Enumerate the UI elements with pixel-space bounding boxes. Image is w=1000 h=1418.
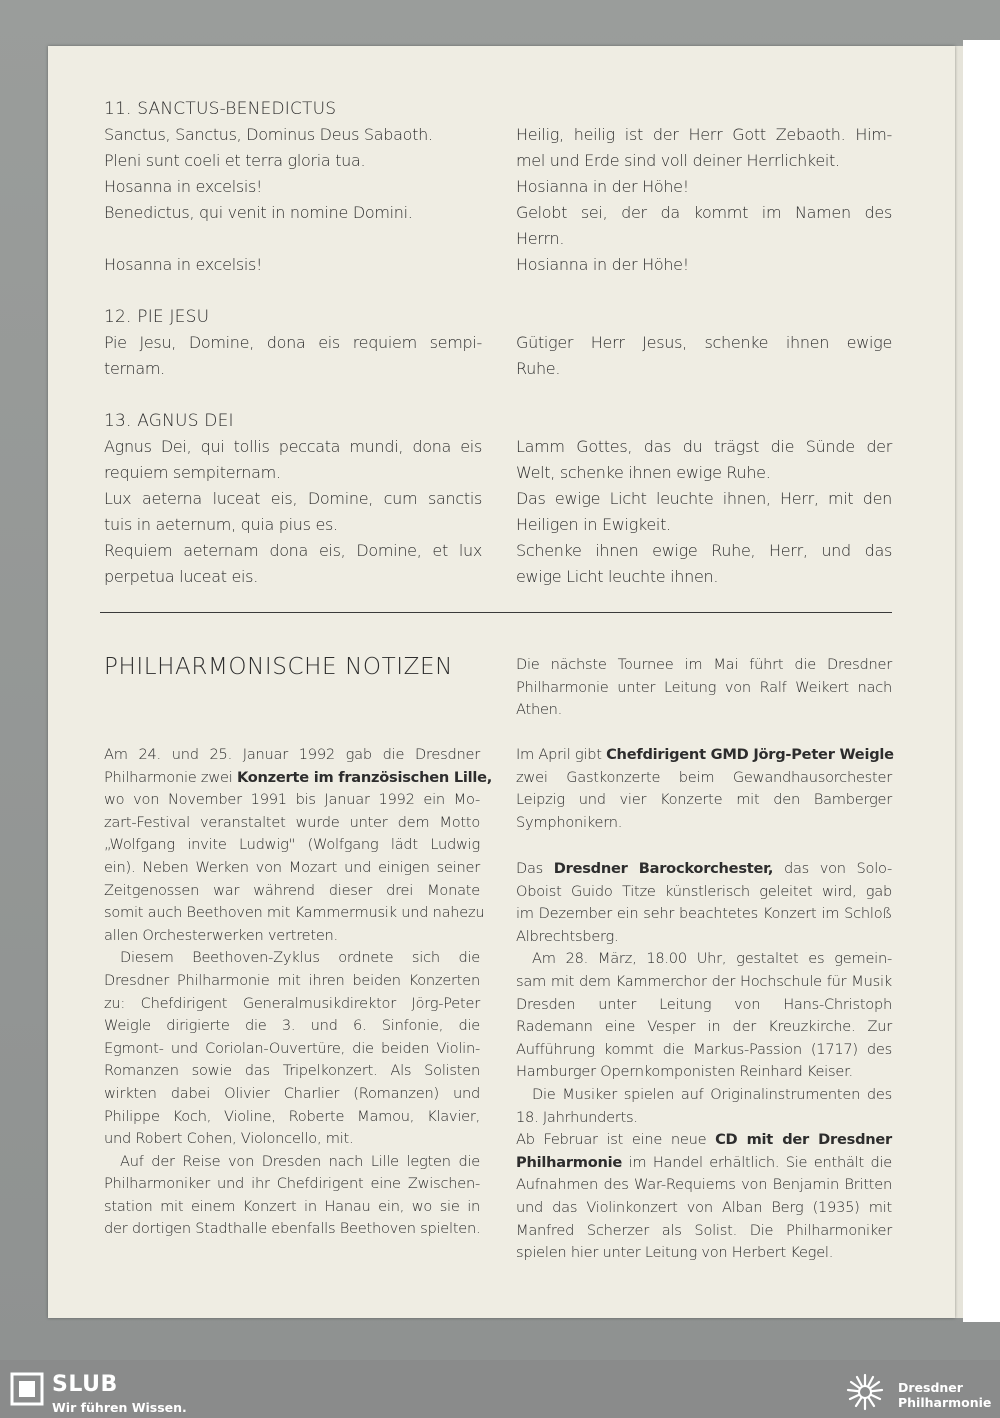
text-line: Welt, schenke ihnen ewige Ruhe. (516, 463, 771, 482)
text-line: Weigle dirigierte die 3. und 6. Sinfonie, die (104, 1017, 480, 1035)
section-heading-pie-jesu: 12. PIE JESU (104, 307, 210, 327)
text-line: Philippe Koch, Violine, Roberte Mamou, Klavier, (104, 1107, 480, 1125)
notes-right-weigle (516, 744, 892, 834)
text-line: ewige Licht leuchte ihnen. (516, 567, 719, 586)
text-line: Heilig, heilig ist der Herr Gott Zebaoth. Him- (516, 125, 892, 144)
text-line: Hosanna in excelsis! (104, 255, 263, 274)
pie-jesu-german-text (516, 330, 892, 382)
text-line: Athen. (516, 701, 563, 719)
text-line (104, 767, 493, 790)
text-line: Dresden unter Leitung von Hans-Christoph (516, 995, 892, 1013)
text-line: Hosianna in der Höhe! (516, 255, 689, 274)
text-line (516, 744, 892, 767)
text-line: mel und Erde sind voll deiner Herrlichkeit. (516, 151, 840, 170)
text-line: Benedictus, qui venit in nomine Domini. (104, 203, 413, 222)
text-line: zwei Gastkonzerte beim Gewandhausorchester (516, 768, 892, 786)
emphasis-philharmonie: Philharmonie (516, 1153, 623, 1171)
slub-name[interactable]: SLUB (52, 1372, 118, 1397)
emphasis-weigle: Chefdirigent GMD Jörg-Peter Weigle (606, 746, 894, 763)
sanctus-latin-text (104, 122, 482, 278)
text-run: das von Solo- (773, 860, 892, 877)
text-run: im Handel erhältlich. Sie enthält die (622, 1153, 892, 1171)
text-line: perpetua luceat eis. (104, 567, 258, 586)
text-line: Philharmonie unter Leitung von Ralf Weikert nach (516, 678, 892, 696)
text-line: Rademann eine Vesper in der Kreuzkirche. Zur (516, 1018, 892, 1036)
text-line: Zeitgenossen war während dieser drei Monate (104, 881, 480, 899)
text-line: der dortigen Stadthalle ebenfalls Beethoven spielten. (104, 1220, 481, 1238)
wordmark-line: Dresdner (898, 1380, 963, 1395)
text-line: wo von November 1991 bis Januar 1992 ein Mo- (104, 791, 480, 809)
text-line: Schenke ihnen ewige Ruhe, Herr, und das (516, 541, 892, 560)
text-line: Pie Jesu, Domine, dona eis requiem sempi- (104, 333, 482, 352)
notes-left-column (104, 744, 493, 1241)
text-line: „Wolfgang invite Ludwig" (Wolfgang lädt Ludwig (104, 836, 480, 854)
text-line: Ruhe. (516, 359, 561, 378)
section-heading-agnus-dei: 13. AGNUS DEI (104, 411, 234, 431)
text-line: Symphonikern. (516, 813, 623, 831)
text-line: Manfred Scherzer als Solist. Die Philharmoniker (516, 1221, 892, 1239)
text-line: Heiligen in Ewigkeit. (516, 515, 671, 534)
text-line: tuis in aeternum, quia pius es. (104, 515, 338, 534)
text-line: spielen hier unter Leitung von Herbert Kegel. (516, 1244, 834, 1262)
text-line: Am 28. März, 18.00 Uhr, gestaltet es gemein- (532, 950, 892, 968)
text-run: Im April gibt (516, 746, 607, 763)
page-edge (955, 46, 963, 1318)
agnus-dei-latin-text (104, 434, 482, 590)
text-line: Die Musiker spielen auf Originalinstrumenten des (532, 1085, 892, 1103)
text-line: wirkten dabei Olivier Charlier (Romanzen) und (104, 1084, 480, 1102)
text-line: allen Orchesterwerken vertreten. (104, 926, 338, 944)
text-line: und das Violinkonzert von Alban Berg (1935) mit (516, 1198, 892, 1216)
section-divider (100, 612, 892, 613)
text-line: und Robert Cohen, Violoncello, mit. (104, 1130, 354, 1148)
text-line: Am 24. und 25. Januar 1992 gab die Dresdner (104, 746, 480, 763)
text-line: Pleni sunt coeli et terra gloria tua. (104, 151, 366, 170)
text-line: Oboist Guido Titze künstlerisch geleitet wird, gab (516, 882, 892, 900)
text-line: Hosianna in der Höhe! (516, 177, 689, 196)
agnus-dei-german-text (516, 434, 892, 590)
text-line: ein). Neben Werken von Mozart und einigen seiner (104, 858, 480, 876)
text-run: Philharmonie zwei (104, 768, 237, 786)
emphasis-barockorchester: Dresdner Barockorchester, (553, 860, 774, 877)
text-line: Auf der Reise von Dresden nach Lille legten die (120, 1152, 480, 1170)
wordmark-line: Philharmonie (898, 1395, 992, 1410)
text-line: requiem sempiternam. (104, 463, 281, 482)
text-line: zu: Chefdirigent Generalmusikdirektor Jörg-Peter (104, 994, 480, 1012)
text-run: Das (516, 860, 554, 877)
text-line: Herrn. (516, 229, 565, 248)
text-line: somit auch Beethoven mit Kammermusik und nahezu (104, 904, 485, 922)
text-line: Das ewige Licht leuchte ihnen, Herr, mit den (516, 489, 892, 508)
text-line: Egmont- und Coriolan-Ouvertüre, die beiden Violin- (104, 1039, 480, 1057)
sanctus-german-text (516, 122, 892, 278)
dresdner-philharmonie-wordmark[interactable] (898, 1380, 991, 1410)
pie-jesu-latin-text (104, 330, 482, 382)
text-line: Leipzig und vier Konzerte mit den Bamberger (516, 791, 892, 809)
text-line: Hamburger Opernkomponisten Reinhard Keiser. (516, 1063, 853, 1081)
text-line: Hosanna in excelsis! (104, 177, 263, 196)
text-line: Philharmoniker und ihr Chefdirigent eine Zwischen- (104, 1175, 480, 1193)
emphasis-lille-concerts: Konzerte im französischen Lille, (236, 768, 493, 786)
notes-right-column (516, 654, 892, 722)
slub-logo-icon[interactable] (10, 1372, 44, 1406)
text-line: Dresdner Philharmonie mit ihren beiden Konzerten (104, 971, 480, 989)
text-line (516, 1152, 892, 1175)
facing-page-edge (963, 40, 1000, 1322)
text-run: Ab Februar ist eine neue (516, 1131, 716, 1149)
text-line: Aufnahmen des War-Requiems von Benjamin Britten (516, 1176, 892, 1194)
text-line: Romanzen sowie das Tripelkonzert. Als Solisten (104, 1062, 480, 1080)
text-line: im Dezember ein sehr beachtetes Konzert im Schloß (516, 905, 892, 923)
text-line: Lux aeterna luceat eis, Domine, cum sanctis (104, 489, 482, 508)
text-line: Agnus Dei, qui tollis peccata mundi, dona eis (104, 437, 482, 456)
text-line: Lamm Gottes, das du trägst die Sünde der (516, 437, 892, 456)
text-line (516, 858, 892, 881)
text-line: ternam. (104, 359, 165, 378)
text-line: station mit einem Konzert in Hanau ein, wo sie in (104, 1197, 480, 1215)
text-line: Gelobt sei, der da kommt im Namen des (516, 203, 892, 222)
notes-right-barock (516, 858, 892, 1265)
text-line: Sanctus, Sanctus, Dominus Deus Sabaoth. (104, 125, 433, 144)
text-line (516, 1129, 892, 1152)
text-line (104, 226, 482, 252)
text-line: Aufführung kommt die Markus-Passion (1717) des (516, 1040, 892, 1058)
text-line: sam mit dem Kammerchor der Hochschule für Musik (516, 972, 892, 990)
text-line: zart-Festival veranstaltet wurde unter dem Motto (104, 813, 480, 831)
text-line: Diesem Beethoven-Zyklus ordnete sich die (120, 949, 480, 967)
notes-title: PHILHARMONISCHE NOTIZEN (104, 654, 453, 680)
dresdner-philharmonie-logo-icon[interactable] (840, 1372, 890, 1412)
text-line: Requiem aeternam dona eis, Domine, et lux (104, 541, 482, 560)
slub-claim: Wir führen Wissen. (52, 1400, 187, 1415)
text-line: 18. Jahrhunderts. (516, 1108, 638, 1126)
text-line: Die nächste Tournee im Mai führt die Dresdner (516, 656, 892, 673)
text-line: Gütiger Herr Jesus, schenke ihnen ewige (516, 333, 892, 352)
emphasis-cd: CD mit der Dresdner (715, 1131, 892, 1149)
text-line: Albrechtsberg. (516, 927, 619, 945)
section-heading-sanctus: 11. SANCTUS-BENEDICTUS (104, 99, 337, 119)
